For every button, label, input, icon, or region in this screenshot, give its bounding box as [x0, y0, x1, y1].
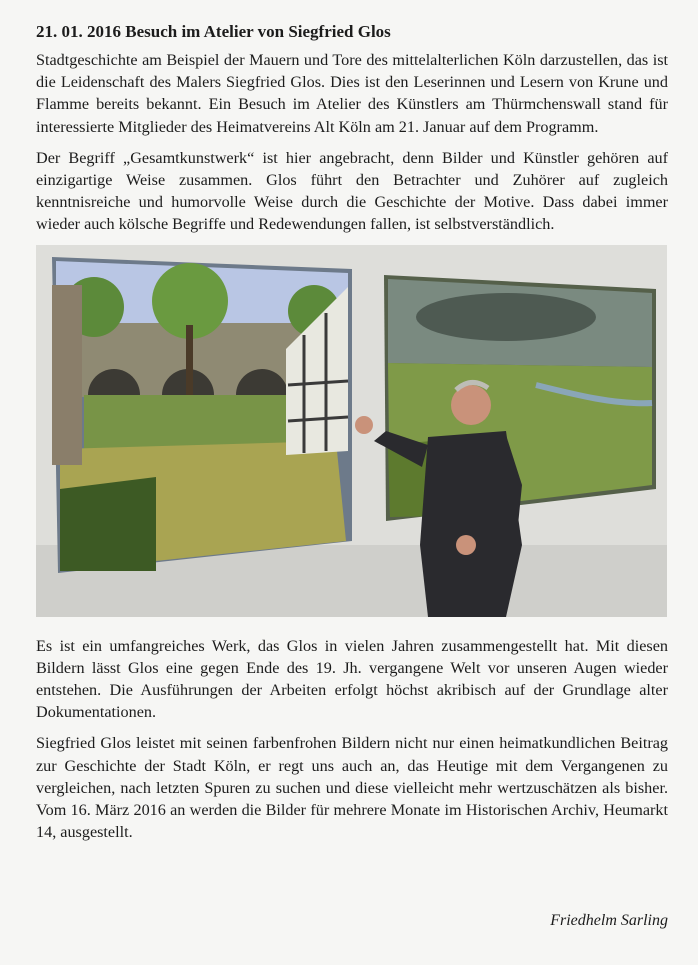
painting-city-wall [52, 257, 352, 573]
paragraph-1: Stadtgeschichte am Beispiel der Mauern und Tore des mittelalterlichen Köln darzustellen, das ist die Leidenschaft des Malers Siegfried Glos. Dies ist den Leserinnen und Lesern von Krune und Flamme bereits bekannt. Ein Besuch im Atelier des Künstlers am Thürmchenswall stand für interessierte Mitglieder des Heimatvereins Alt Köln am 21. Januar auf dem Programm. [36, 51, 668, 136]
paragraph-3: Es ist ein umfangreiches Werk, das Glos in vielen Jahren zusammengestellt hat. Mit diesen Bildern lässt Glos eine gegen Ende des 19. Jh. vergangene Welt vor unseren Augen wieder entstehen. Die Ausführungen der Arbeiten erfolgt höchst akribisch auf der Grundlage alter Dokumentationen. [36, 636, 668, 722]
article-title: 21. 01. 2016 Besuch im Atelier von Siegfried Glos [36, 22, 391, 41]
photo-illustration [36, 245, 667, 617]
author-signature: Friedhelm Sarling [550, 912, 668, 929]
atelier-photo [36, 245, 667, 617]
paragraph-4: Siegfried Glos leistet mit seinen farbenfrohen Bildern nicht nur einen heimatkundlichen Beitrag zur Geschichte der Stadt Köln, er regt uns auch an, das Heutige mit dem Vergangenen zu vergleichen, nach letzten Spuren zu suchen und diese vielleicht mehr wertzuschätzen als bisher. Vom 16. März 2016 an werden die Bilder für mehrere Monate im Historischen Archiv, Heumarkt 14, ausgestellt. [36, 734, 668, 842]
paragraph-2: Der Begriff „Gesamtkunstwerk“ ist hier angebracht, denn Bilder und Künstler gehören auf einzigartige Weise zusammen. Glos führt den Betrachter und Zuhörer auf zugleich kenntnisreiche und humorvolle Weise durch die Geschichte der Motive. Dass dabei immer wieder auch kölsche Begriffe und Redewendungen fallen, ist selbstverständlich. [36, 148, 668, 234]
